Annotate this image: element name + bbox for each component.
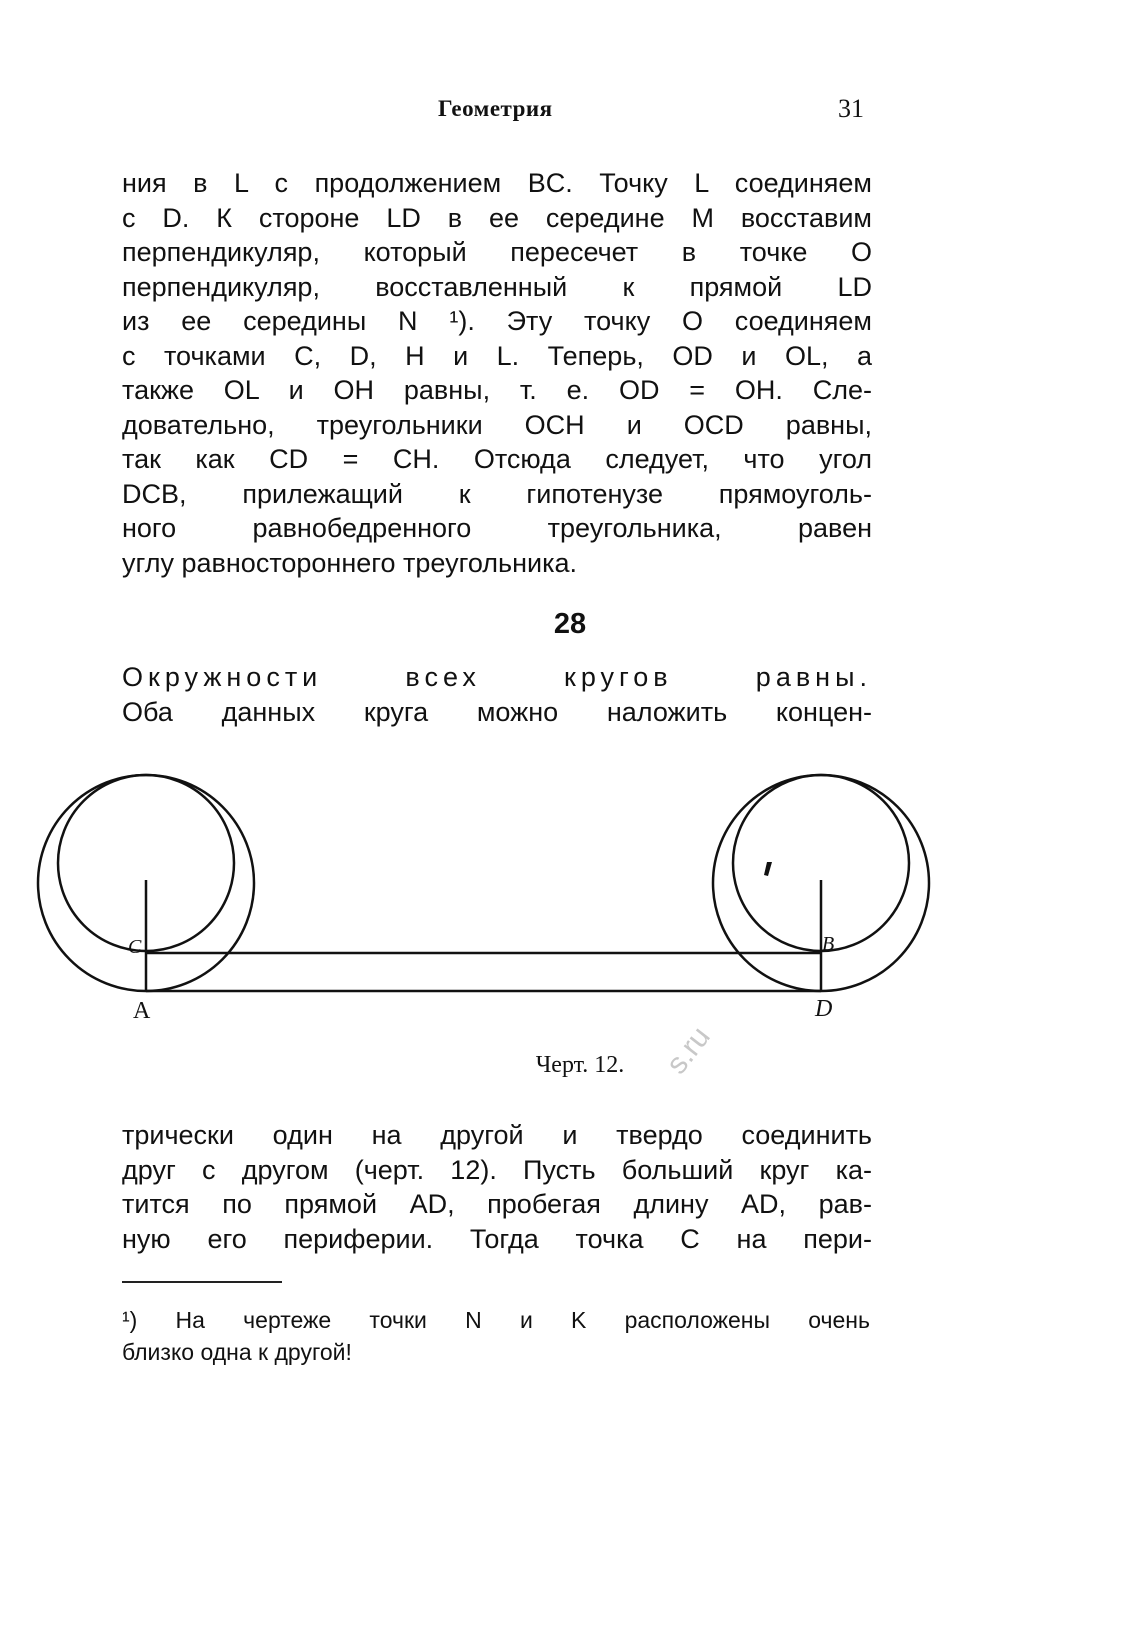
running-title: Геометрия bbox=[438, 96, 553, 121]
label-C: C bbox=[128, 936, 142, 958]
paragraph-proof-end bbox=[122, 166, 872, 580]
section-lead-line: Окружности всех кругов равны. bbox=[122, 662, 872, 692]
label-A: A bbox=[133, 998, 151, 1024]
text-line: DCB, прилежащий к гипотенузе прямоуголь- bbox=[122, 478, 872, 509]
footnote-line: ¹) На чертеже точки N и K расположены очень bbox=[122, 1307, 870, 1333]
figure-12-drawing bbox=[0, 750, 1140, 1040]
footnote-line: близко одна к другой! bbox=[122, 1339, 352, 1365]
footnote bbox=[122, 1304, 870, 1368]
text-line: Оба данных круга можно наложить концен- bbox=[122, 696, 872, 727]
text-line: ного равнобедренного треугольника, равен bbox=[122, 513, 872, 543]
figure-caption: Черт. 12. bbox=[535, 1052, 625, 1078]
text-line: тится по прямой AD, пробегая длину AD, рав- bbox=[122, 1189, 872, 1219]
text-line: довательно, треугольники OCH и OCD равны, bbox=[122, 409, 872, 440]
label-B: B bbox=[822, 933, 835, 955]
text-line: ную его периферии. Тогда точка C на пери- bbox=[122, 1223, 872, 1254]
text-line: перпендикуляр, восставленный к прямой LD bbox=[122, 271, 872, 302]
text-line: перпендикуляр, который пересечет в точке O bbox=[122, 237, 872, 267]
text-line: с точками C, D, H и L. Теперь, OD и OL, а bbox=[122, 340, 872, 371]
section-number: 28 bbox=[553, 608, 587, 640]
figure-12 bbox=[0, 750, 1140, 1045]
ink-speck bbox=[764, 862, 772, 876]
label-D: D bbox=[815, 996, 833, 1022]
text-line: с D. К стороне LD в ее середине M восставим bbox=[122, 202, 872, 233]
paragraph-section-28 bbox=[122, 660, 872, 729]
text-line: друг с другом (черт. 12). Пусть больший круг ка- bbox=[122, 1154, 872, 1185]
site-watermark: s.ru bbox=[660, 1020, 717, 1081]
text-line: ния в L с продолжением BC. Точку L соединяем bbox=[122, 168, 872, 198]
text-line: из ее середины N ¹). Эту точку O соединяем bbox=[122, 306, 872, 336]
text-line: также OL и OH равны, т. е. OD = OH. Сле- bbox=[122, 375, 872, 405]
page-number: 31 bbox=[838, 94, 864, 123]
running-header bbox=[0, 96, 1140, 136]
text-line: так как CD = CH. Отсюда следует, что угол bbox=[122, 444, 872, 474]
footnote-rule bbox=[122, 1281, 282, 1283]
text-line: углу равностороннего треугольника. bbox=[122, 547, 578, 578]
paragraph-continued bbox=[122, 1118, 872, 1256]
text-line: трически один на другой и твердо соединить bbox=[122, 1120, 872, 1150]
